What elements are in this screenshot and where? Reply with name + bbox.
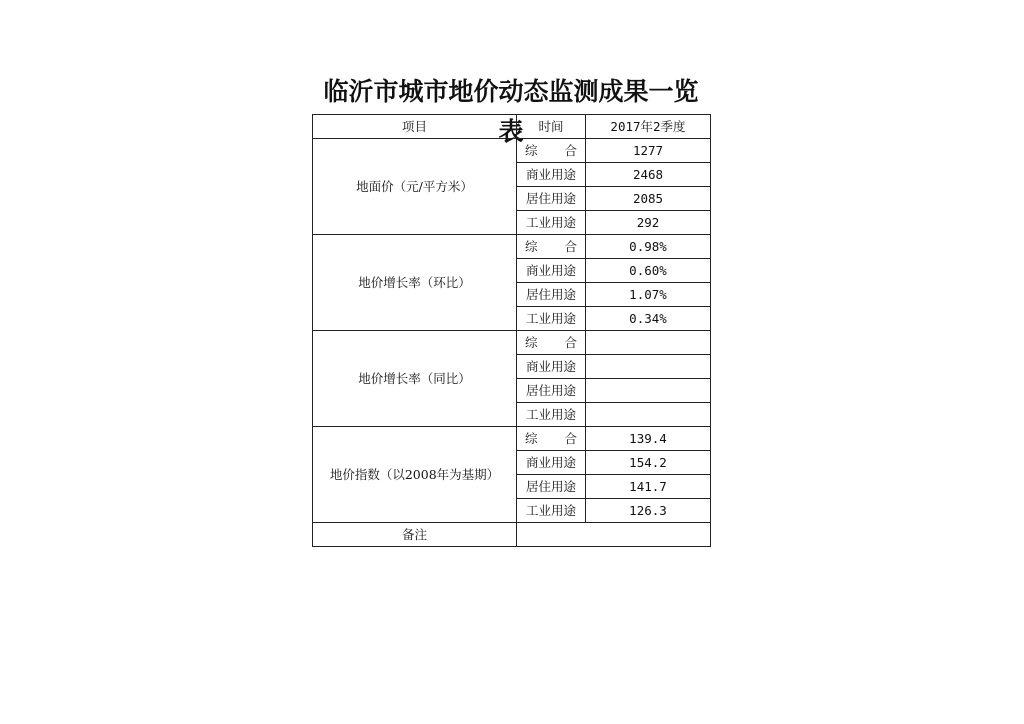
table-row — [313, 331, 711, 355]
header-period: 2017年2季度 — [586, 115, 711, 139]
value-cell: 126.3 — [586, 499, 711, 523]
header-row — [313, 115, 711, 139]
table-row — [313, 427, 711, 451]
value-cell — [586, 355, 711, 379]
header-item: 项目 — [313, 115, 517, 139]
value-cell: 292 — [586, 211, 711, 235]
sub-label-overall: 综 合 — [517, 139, 586, 163]
table-row — [313, 235, 711, 259]
value-cell: 1.07% — [586, 283, 711, 307]
sub-label-residential: 居住用途 — [517, 379, 586, 403]
section-label: 地价指数（以2008年为基期） — [313, 427, 517, 523]
value-cell — [586, 379, 711, 403]
header-time: 时间 — [517, 115, 586, 139]
sub-label-residential: 居住用途 — [517, 187, 586, 211]
value-cell — [586, 403, 711, 427]
sub-label-industrial: 工业用途 — [517, 403, 586, 427]
land-price-table — [312, 114, 711, 547]
remarks-row — [313, 523, 711, 547]
value-cell: 0.98% — [586, 235, 711, 259]
value-cell: 2468 — [586, 163, 711, 187]
value-cell — [586, 331, 711, 355]
sub-label-commercial: 商业用途 — [517, 163, 586, 187]
sub-label-commercial: 商业用途 — [517, 355, 586, 379]
value-cell: 2085 — [586, 187, 711, 211]
value-cell: 154.2 — [586, 451, 711, 475]
section-label: 地价增长率（环比） — [313, 235, 517, 331]
sub-label-residential: 居住用途 — [517, 475, 586, 499]
value-cell: 0.34% — [586, 307, 711, 331]
sub-label-overall: 综 合 — [517, 427, 586, 451]
page-title: 临沂市城市地价动态监测成果一览表 — [323, 77, 699, 146]
sub-label-industrial: 工业用途 — [517, 307, 586, 331]
section-label: 地面价（元/平方米） — [313, 139, 517, 235]
remarks-label: 备注 — [313, 523, 517, 547]
remarks-value — [517, 523, 711, 547]
sub-label-commercial: 商业用途 — [517, 259, 586, 283]
sub-label-overall: 综 合 — [517, 235, 586, 259]
sub-label-industrial: 工业用途 — [517, 211, 586, 235]
value-cell: 0.60% — [586, 259, 711, 283]
section-label: 地价增长率（同比） — [313, 331, 517, 427]
value-cell: 139.4 — [586, 427, 711, 451]
sub-label-residential: 居住用途 — [517, 283, 586, 307]
sub-label-industrial: 工业用途 — [517, 499, 586, 523]
value-cell: 1277 — [586, 139, 711, 163]
sub-label-commercial: 商业用途 — [517, 451, 586, 475]
table-row — [313, 139, 711, 163]
sub-label-overall: 综 合 — [517, 331, 586, 355]
value-cell: 141.7 — [586, 475, 711, 499]
